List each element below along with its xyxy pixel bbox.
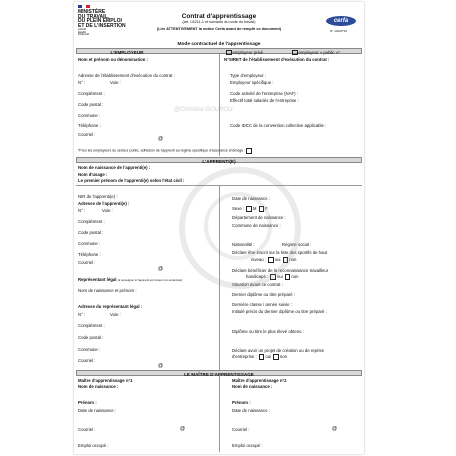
master1-birth-label: Date de naissance :	[78, 408, 116, 413]
master2-job-label: Emploi occupé :	[232, 443, 263, 448]
master1-job-label: Emploi occupé :	[78, 443, 109, 448]
nationality-label: Nationalité :	[232, 242, 255, 247]
handicap-non-checkbox[interactable]	[285, 274, 291, 280]
regime-label: Régime social :	[282, 242, 312, 247]
apprentice-email-label: Courriel :	[78, 260, 96, 265]
handicap-label: Déclare bénéficier de la reconnaissance travailleur	[232, 268, 329, 273]
ministry-line-3: DU PLEIN EMPLOI	[78, 18, 122, 24]
employer-public-label: employeur « public »*	[298, 49, 340, 55]
employer-email-at: @	[158, 136, 164, 142]
motto-1: Liberté	[78, 28, 86, 31]
nir-label: NIR de l'apprenti(e) :	[78, 194, 118, 199]
master1-heading: Maître d'apprentissage n°1	[78, 378, 133, 383]
sportif-options: niveau : oui non	[251, 257, 297, 262]
naf-label: Code activité de l'entreprise (NAF) :	[230, 91, 298, 96]
last-class-label: Dernière classe / année suivie :	[232, 302, 292, 307]
cerfa-logo: cerfa	[326, 16, 356, 26]
employer-email-label: Courriel :	[78, 132, 96, 137]
apprentice-birthname-label: Nom de naissance de l'apprenti(e) :	[78, 165, 151, 170]
employer-private-checkbox[interactable]	[226, 50, 232, 56]
apprentice-band: L'APPRENTI(E)	[76, 157, 362, 163]
sportif-label: Déclare être inscrit sur la liste des sportifs de haut	[232, 250, 328, 255]
master2-birth-label: Date de naissance :	[232, 408, 270, 413]
master2-heading: Maître d'apprentissage n°2	[232, 378, 287, 383]
birth-commune-label: Commune de naissance :	[232, 223, 281, 228]
last-title-label: Intitulé précis du dernier diplôme ou titre préparé :	[232, 309, 327, 314]
legal-rep-heading: Représentant légal (à renseigner si l'apprenti est mineur non émancipé)	[78, 277, 183, 282]
rep-complement-label: Complément :	[78, 323, 105, 328]
employer-num-label: N° :	[78, 80, 86, 85]
project-label: Déclare avoir un projet de création ou de reprise	[232, 348, 324, 353]
form-title: Contrat d'apprentissage	[181, 13, 257, 20]
project-options: d'entreprise : oui non	[232, 354, 288, 359]
highest-diploma-label: Diplôme ou titre le plus élevé obtenu :	[232, 329, 304, 334]
motto-2: Égalité	[78, 30, 86, 34]
form-subtitle: (art. L6211-1 et suivants du code du travail)	[182, 20, 256, 24]
master2-email-label: Courriel :	[232, 427, 250, 432]
employer-complement-label: Complément :	[78, 91, 105, 96]
watermark-inner-icon	[204, 192, 272, 260]
chomage-checkbox[interactable]	[246, 148, 252, 154]
employer-footnote: *Pour les employeurs du secteur public, adhésion de l'apprenti au régime spécifique d'assurance chômage :	[78, 148, 253, 154]
apprentice-commune-label: Commune :	[78, 241, 101, 246]
employer-divider	[219, 54, 220, 156]
sex-field: Sexe : M F	[232, 206, 268, 211]
ministry-line-1: MINISTÈRE	[78, 9, 106, 15]
handicap-options: handicapé : oui non	[246, 274, 299, 279]
rep-voie-label: Voie :	[110, 312, 121, 317]
masters-band: LE MAÎTRE D'APPRENTISSAGE	[76, 370, 362, 376]
employer-private-label: employeur privé	[232, 49, 264, 55]
masters-divider	[219, 376, 220, 452]
rep-postal-label: Code postal :	[78, 335, 104, 340]
last-diploma-label: Dernier diplôme ou titre préparé :	[232, 292, 296, 297]
contract-mode-label: Mode contractuel de l'apprentissage	[177, 42, 261, 47]
master2-first-label: Prénom :	[232, 400, 251, 405]
headcount-label: Effectif total salariés de l'entreprise :	[230, 98, 299, 103]
employer-name-label: Nom et prénom ou dénomination :	[78, 57, 148, 62]
employer-postal-label: Code postal :	[78, 102, 104, 107]
master1-first-label: Prénom :	[78, 400, 97, 405]
master1-name-label: Nom de naissance :	[78, 384, 119, 389]
motto-3: Fraternité	[78, 33, 90, 37]
master1-email-at: @	[180, 426, 186, 432]
republique-francaise-logo	[78, 5, 90, 8]
ministry-line-2: DU TRAVAIL,	[78, 13, 109, 20]
employer-commune-label: Commune :	[78, 113, 101, 118]
cerfa-form-page	[74, 2, 364, 454]
apprentice-usagename-label: Nom d'usage :	[78, 172, 108, 177]
apprentice-birthdate-label: Date de naissance :	[232, 196, 270, 201]
apprentice-address-label: Adresse de l'apprenti(e) :	[78, 201, 130, 206]
employer-specific-label: Employeur spécifique :	[230, 80, 274, 85]
sex-label: Sexe :	[232, 206, 245, 211]
employer-public-checkbox[interactable]	[292, 50, 298, 56]
apprentice-postal-label: Code postal :	[78, 230, 104, 235]
rep-address-label: Adresse du représentant légal :	[78, 304, 143, 309]
employer-band: L'EMPLOYEUR employeur privé employeur « public »*	[76, 48, 362, 54]
employer-type-label: Type d'employeur :	[230, 73, 267, 78]
siret-label: N°SIRET de l'établissement d'exécution du contrat :	[224, 57, 330, 62]
apprentice-email-at: @	[158, 266, 164, 272]
ministry-line-4: ET DE L'INSERTION	[78, 22, 126, 29]
apprentice-phone-label: Téléphone :	[78, 252, 101, 257]
apprentice-num-label: N° :	[78, 208, 86, 213]
apprentice-voie-label: Voie :	[102, 208, 113, 213]
form-notice: (Lire ATTENTIVEMENT la notice Cerfa avant de remplir ce document)	[156, 27, 282, 31]
rep-email-label: Courriel :	[78, 358, 96, 363]
rep-email-at: @	[158, 363, 164, 369]
employer-voie-label: Voie :	[110, 80, 121, 85]
dept-label: Département de naissance :	[232, 215, 286, 220]
watermark-text: @Christine GOUROU	[174, 107, 233, 113]
rep-name-label: Nom de naissance et prénom :	[78, 288, 137, 293]
master2-email-at: @	[332, 426, 338, 432]
project-non-checkbox[interactable]	[273, 354, 279, 360]
apprentice-complement-label: Complément :	[78, 219, 105, 224]
master1-email-label: Courriel :	[78, 427, 96, 432]
employer-phone-label: Téléphone :	[78, 123, 101, 128]
rep-num-label: N° :	[78, 312, 86, 317]
rep-commune-label: Commune :	[78, 347, 101, 352]
apprentice-firstname-label: Le premier prénom de l'apprenti(e) selon l'état civil :	[78, 178, 185, 183]
project-oui-checkbox[interactable]	[259, 354, 265, 360]
situation-label: Situation avant ce contrat :	[232, 282, 283, 287]
employer-address-label: Adresse de l'établissement d'exécution du contrat :	[78, 73, 175, 78]
idcc-label: Code IDCC de la convention collective applicable :	[230, 123, 327, 128]
cerfa-number: N° 10103*12	[330, 29, 348, 33]
master2-name-label: Nom de naissance :	[232, 384, 273, 389]
